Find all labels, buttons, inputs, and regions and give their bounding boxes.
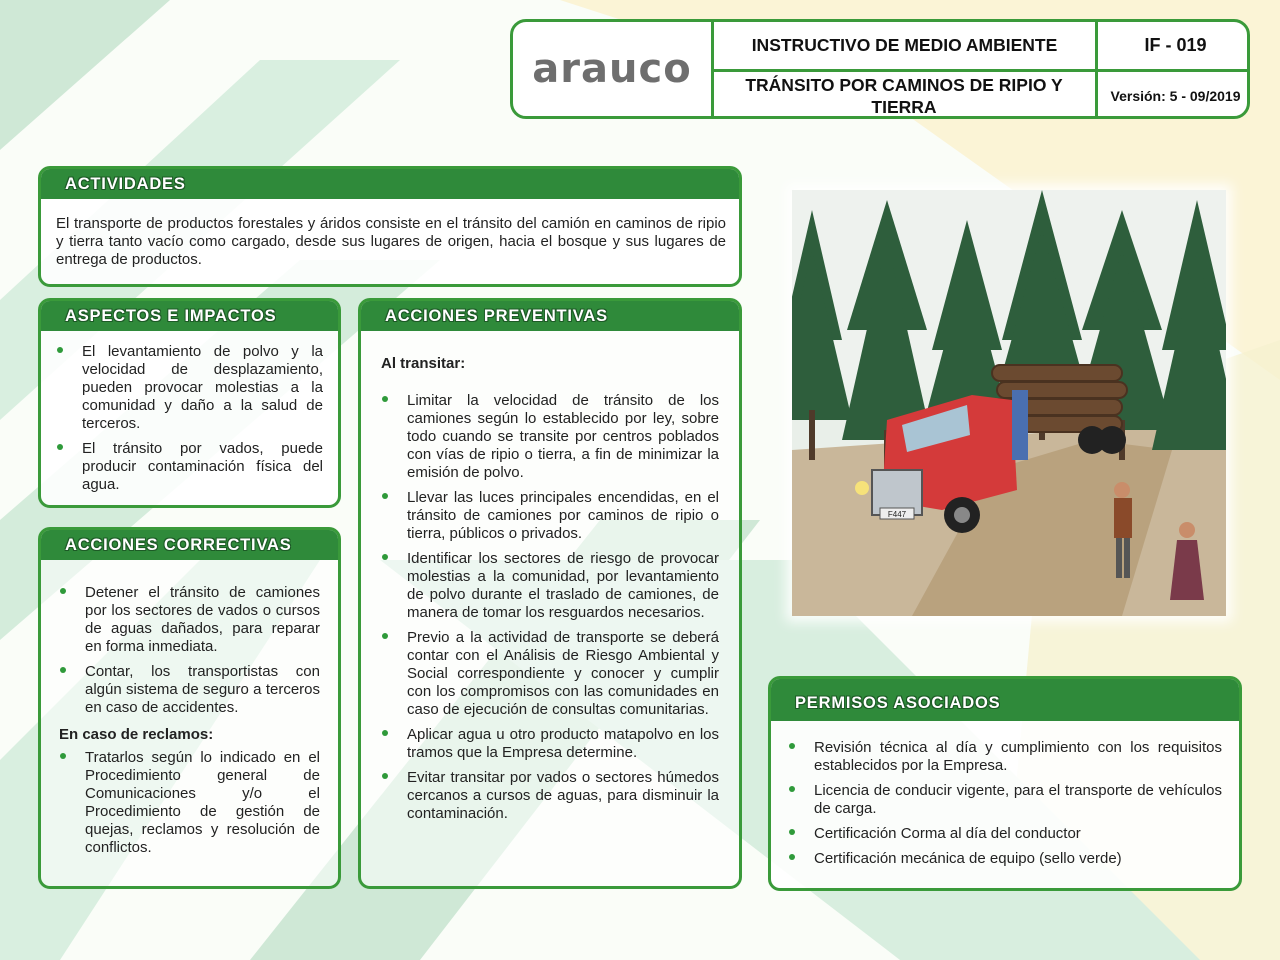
bullet-icon [789, 854, 795, 860]
list-item: Certificación mecánica de equipo (sello verde) [788, 850, 1222, 868]
bullet-icon [57, 444, 63, 450]
bullet-icon [789, 786, 795, 792]
reclamos-heading: En caso de reclamos: [59, 726, 214, 743]
preventivas-title: ACCIONES PREVENTIVAS [361, 301, 739, 331]
bullet-icon [789, 829, 795, 835]
aspectos-section [38, 298, 341, 508]
list-item: Evitar transitar por vados o sectores húmedos cercanos a cursos de aguas, para disminuir la contaminación. [381, 769, 719, 823]
permisos-section [768, 676, 1242, 891]
bullet-icon [382, 773, 388, 779]
bullet-icon [57, 347, 63, 353]
list-item: Contar, los transportistas con algún sistema de seguro a terceros en caso de accidentes. [59, 663, 320, 717]
actividades-title: ACTIVIDADES [41, 169, 739, 199]
list-item: Revisión técnica al día y cumplimiento con los requisitos establecidos por la Empresa. [788, 739, 1222, 775]
list-item: Previo a la actividad de transporte se deberá contar con el Análisis de Riesgo Ambiental y Social correspondiente y conocer y cumplir con los compromisos con las comunidades en caso de ejecución de consultas comunitarias. [381, 629, 719, 719]
truck-plate: F447 [887, 510, 907, 519]
actividades-section [38, 166, 742, 287]
bullet-icon [382, 554, 388, 560]
list-item: Llevar las luces principales encendidas, en el tránsito de camiones por caminos de ripio o tierra, públicos o privados. [381, 489, 719, 543]
truck-forest-illustration [792, 190, 1226, 616]
document-version: Versión: 5 - 09/2019 [1110, 88, 1241, 104]
permisos-list [771, 721, 1239, 868]
list-item: Detener el tránsito de camiones por los sectores de vados o cursos de aguas dañados, para reparar en forma inmediata. [59, 584, 320, 656]
list-item: Limitar la velocidad de tránsito de los camiones según lo establecido por ley, sobre todo cuando se transite por centros poblados con vías de ripio o tierra, a fin de minimizar la emisión de polvo. [381, 392, 719, 482]
list-item: Identificar los sectores de riesgo de provocar molestias a la comunidad, por levantamiento de polvo durante el traslado de camiones, de manera de tomar los resguardos necesarios. [381, 550, 719, 622]
list-item: Licencia de conducir vigente, para el transporte de vehículos de carga. [788, 782, 1222, 818]
logo [513, 22, 711, 116]
actividades-text: El transporte de productos forestales y áridos consiste en el tránsito del camión en caminos de ripio y tierra tanto vacío como cargado, desde sus lugares de origen, hacia el bosque y sus lugares de entrega de productos. [56, 215, 726, 268]
correctivas-section [38, 527, 341, 889]
bullet-icon [60, 588, 66, 594]
list-item: Tratarlos según lo indicado en el Procedimiento general de Comunicaciones y/o el Procedimiento de gestión de quejas, reclamos y resolución de conflictos. [59, 749, 320, 857]
aspectos-title: ASPECTOS E IMPACTOS [41, 301, 338, 331]
document-code: IF - 019 [1144, 35, 1207, 55]
list-item: Certificación Corma al día del conductor [788, 825, 1222, 843]
reclamos-list [41, 749, 338, 857]
bullet-icon [60, 753, 66, 759]
preventivas-list [361, 392, 739, 823]
preventivas-section [358, 298, 742, 889]
correctivas-list [41, 560, 338, 717]
preventivas-subheading: Al transitar: [381, 355, 466, 372]
list-item: El tránsito por vados, puede producir contaminación física del agua. [56, 440, 323, 494]
logo-text: arauco [532, 46, 692, 92]
bullet-icon [382, 396, 388, 402]
bullet-icon [60, 667, 66, 673]
list-item: Aplicar agua u otro producto matapolvo en los tramos que la Empresa determine. [381, 726, 719, 762]
aspectos-list [41, 331, 338, 494]
list-item: El levantamiento de polvo y la velocidad de desplazamiento, pueden provocar molestias a la comunidad y daño a la salud de terceros. [56, 343, 323, 433]
bullet-icon [382, 730, 388, 736]
document-header [510, 19, 1250, 119]
correctivas-title: ACCIONES CORRECTIVAS [41, 530, 338, 560]
bullet-icon [789, 743, 795, 749]
bullet-icon [382, 633, 388, 639]
permisos-title: PERMISOS ASOCIADOS [771, 679, 1239, 721]
bullet-icon [382, 493, 388, 499]
document-type: INSTRUCTIVO DE MEDIO AMBIENTE [751, 35, 1058, 55]
document-title: TRÁNSITO POR CAMINOS DE RIPIO Y TIERRA [745, 75, 1063, 117]
